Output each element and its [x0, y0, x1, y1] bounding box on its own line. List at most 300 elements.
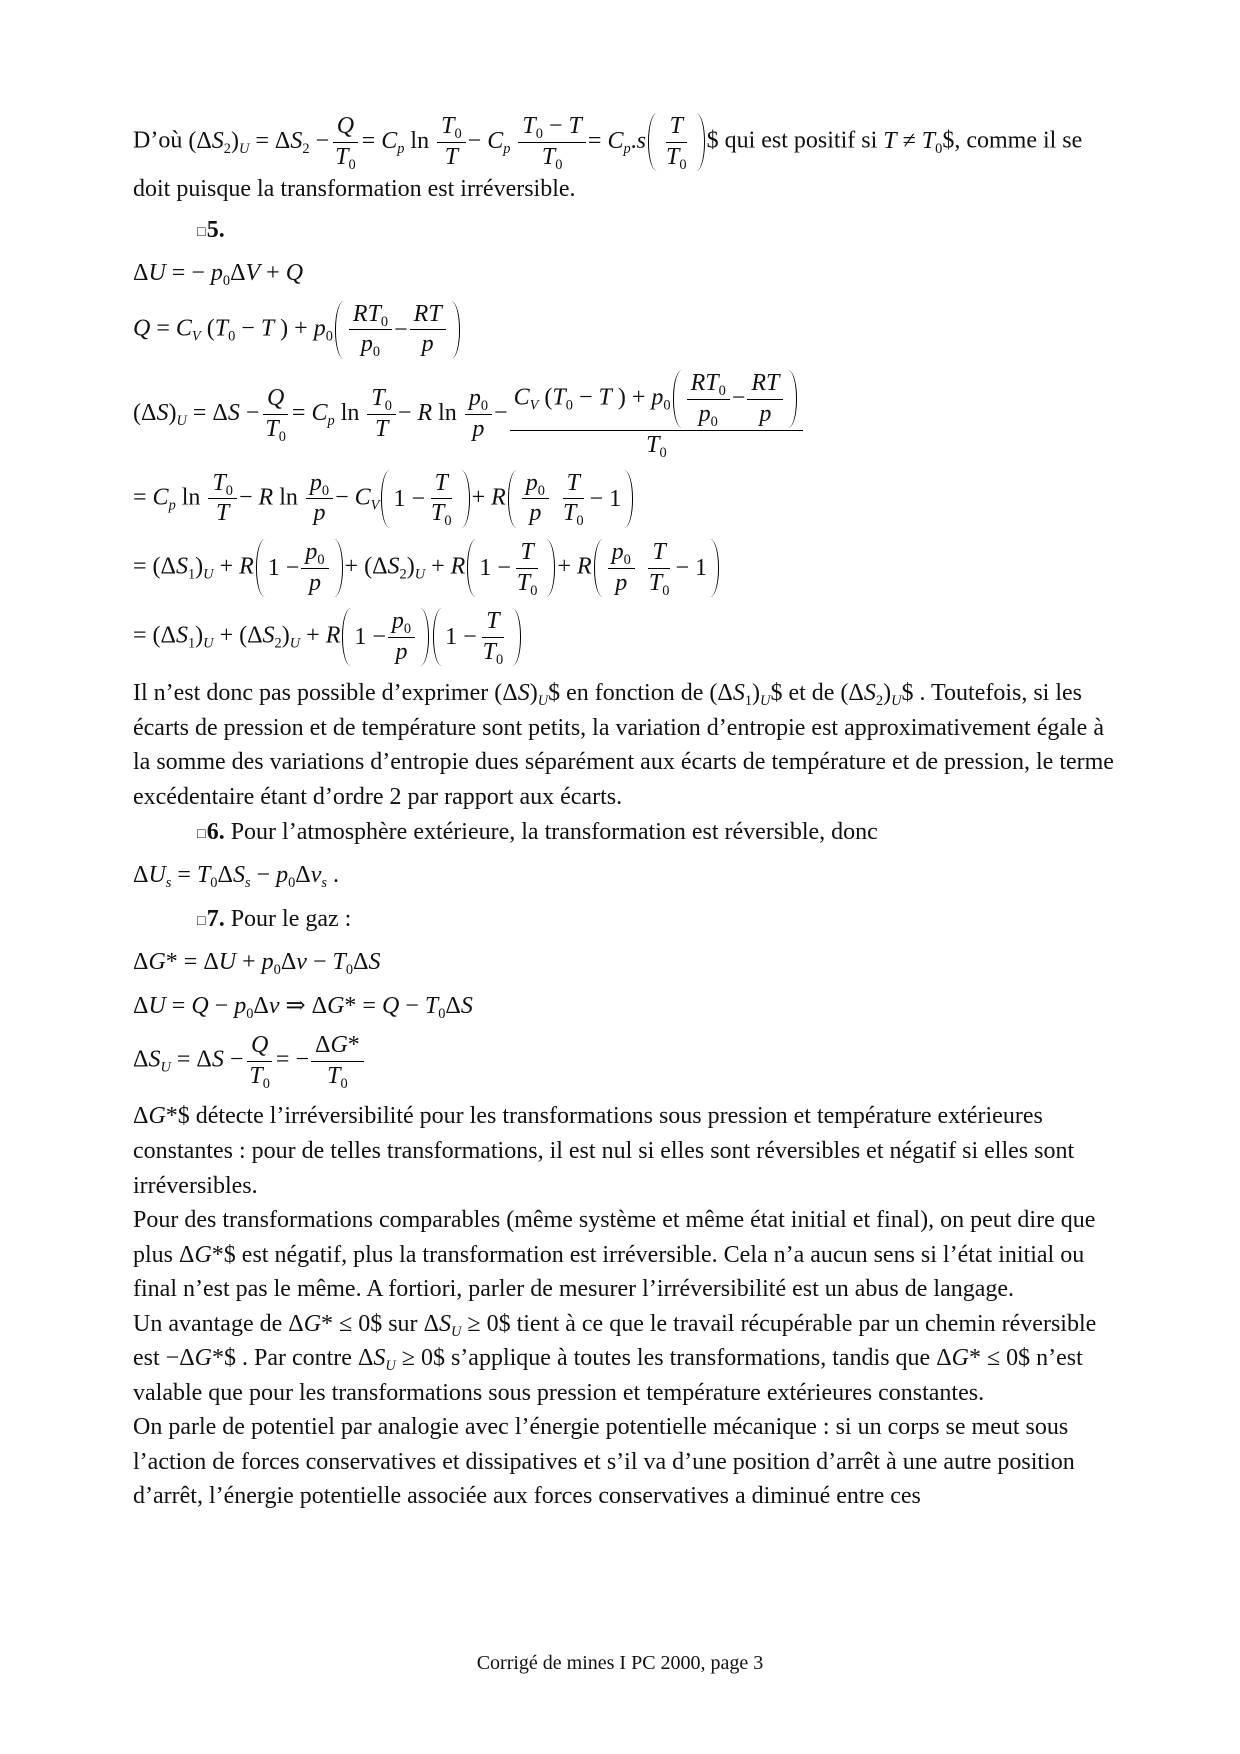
- text-run: Δ: [936, 1345, 952, 1372]
- numerator: [608, 539, 635, 569]
- paren-content: [682, 369, 789, 429]
- text-run: −: [399, 992, 425, 1019]
- text-run: G: [148, 949, 166, 976]
- numerator: [666, 113, 687, 143]
- text-run: Q: [133, 315, 151, 342]
- text-run: p: [261, 949, 274, 976]
- text-run: p: [276, 862, 289, 889]
- text-run: T: [332, 949, 346, 976]
- numerator: [510, 369, 804, 431]
- text-run: * =: [344, 992, 382, 1019]
- text-run: ln: [181, 484, 201, 511]
- denominator: [611, 569, 631, 598]
- denominator: [392, 638, 412, 667]
- text-run: S: [175, 622, 188, 649]
- text-run: V: [245, 260, 261, 287]
- text-run: G: [148, 1103, 166, 1130]
- text-run: ) +: [274, 315, 314, 342]
- paren-close: [334, 539, 343, 597]
- math-run: [883, 127, 943, 157]
- text-run: −: [467, 127, 488, 154]
- text-run: 0: [555, 156, 563, 173]
- text-run: $ sur: [370, 1310, 424, 1337]
- text-run: *: [211, 1241, 224, 1268]
- text-run: s: [244, 875, 251, 892]
- text-run: (: [538, 384, 553, 411]
- text-run: −: [235, 315, 261, 342]
- text-run: p: [759, 400, 772, 427]
- math-run: [423, 1310, 499, 1340]
- text-run: S: [211, 127, 224, 154]
- subscript: [530, 583, 537, 599]
- subscript: [381, 314, 388, 330]
- subscript: [660, 445, 667, 461]
- subscript: [279, 429, 286, 445]
- text-run: =: [165, 992, 192, 1019]
- paren-close: [461, 470, 470, 528]
- text-run: 2: [274, 635, 282, 652]
- text-run: −: [397, 399, 418, 426]
- text-run: p: [615, 569, 628, 596]
- text-run: s: [636, 127, 646, 154]
- text-run: p: [525, 469, 538, 496]
- text-run: Pour le gaz :: [224, 905, 352, 932]
- text-run: G: [327, 992, 345, 1019]
- text-run: p: [360, 331, 373, 358]
- text-run: −: [542, 113, 569, 139]
- text-run: G: [303, 1310, 322, 1337]
- big-paren-group: [342, 607, 429, 667]
- text-run: * ≤ 0: [968, 1345, 1019, 1372]
- denominator: [427, 499, 456, 528]
- text-run: = Δ: [186, 399, 228, 426]
- fraction: [261, 385, 290, 443]
- math-run: [166, 1345, 224, 1371]
- equation-block: [133, 369, 1118, 460]
- big-paren-group: [381, 469, 469, 529]
- paragraph-block: [133, 1203, 1118, 1307]
- denominator: [418, 330, 438, 359]
- text-run: 0: [535, 126, 543, 143]
- text-run: R: [239, 553, 254, 580]
- math-run: [709, 680, 771, 710]
- equation-block: [133, 607, 1118, 667]
- text-run: + (Δ: [213, 622, 263, 649]
- subscript: [263, 1076, 270, 1092]
- text-run: 0: [537, 482, 545, 499]
- text-run: S: [368, 949, 381, 976]
- text-run: U: [451, 1323, 462, 1340]
- text-run: S: [175, 553, 188, 580]
- fraction: [465, 385, 492, 443]
- paren-close: [546, 539, 555, 597]
- text-run: $ qui est positif si: [706, 127, 884, 154]
- paragraph-block: [133, 1099, 1118, 1203]
- text-run: U: [238, 140, 250, 157]
- text-run: T: [646, 432, 660, 459]
- text-run: 1: [187, 635, 196, 652]
- paren-content: [657, 112, 696, 172]
- text-run: Δ: [280, 949, 297, 976]
- subscript: [623, 141, 630, 157]
- math-run: [357, 1345, 433, 1375]
- math-run: [133, 1103, 178, 1129]
- text-run: 1 −: [479, 554, 511, 581]
- text-run: $, comme il se doit puisque la transformation est irréversible.: [133, 127, 1083, 203]
- text-run: U: [148, 260, 166, 287]
- paren-open: [594, 539, 603, 597]
- text-run: 0: [718, 383, 726, 400]
- subscript: [274, 962, 281, 978]
- text-run: $ est négatif, plus la transformation est irréversible. Cela n’a aucun sens si l’état initial ou final n’est pas le même. A fortiori, parler de mesurer l’irréversibilité est un abus de langage.: [133, 1241, 1085, 1303]
- text-run: Δ: [133, 992, 149, 1019]
- text-run: s: [321, 875, 327, 892]
- denominator: [642, 431, 671, 460]
- text-run: Δ: [133, 862, 149, 889]
- text-run: 0: [317, 552, 325, 569]
- text-run: 0: [348, 156, 356, 173]
- text-run: ): [230, 127, 239, 154]
- text-run: U: [160, 1059, 171, 1076]
- big-paren-group: [508, 469, 633, 529]
- big-paren-group: [433, 607, 521, 667]
- text-run: S: [387, 553, 400, 580]
- text-run: 0: [380, 313, 389, 330]
- subscript: [203, 636, 213, 652]
- big-paren-group: [335, 300, 460, 360]
- text-run: Pour l’atmosphère extérieure, la transformation est réversible, donc: [224, 818, 878, 845]
- subscript: [224, 141, 231, 157]
- numerator: [522, 470, 549, 500]
- text-run: =: [361, 127, 382, 154]
- numerator: [747, 370, 783, 400]
- fraction: [208, 470, 237, 528]
- subscript: [176, 413, 186, 429]
- paren-open: [508, 470, 517, 528]
- text-run: ln: [279, 484, 298, 511]
- text-run: 0: [444, 513, 452, 530]
- text-run: C: [381, 127, 398, 154]
- text-run: 0: [273, 962, 281, 979]
- text-run: p: [234, 992, 247, 1019]
- fraction: [388, 608, 415, 666]
- text-run: −: [223, 1046, 244, 1073]
- bold-run: [197, 819, 225, 845]
- subscript: [160, 1060, 170, 1076]
- paren-content: [265, 538, 334, 598]
- text-run: T: [335, 143, 349, 170]
- text-run: U: [289, 635, 301, 652]
- text-run: 0: [210, 875, 218, 892]
- text-run: 0: [246, 1005, 254, 1022]
- text-run: s: [165, 875, 172, 892]
- text-run: Δ: [133, 1103, 149, 1130]
- text-run: $ et de: [770, 680, 841, 707]
- text-run: ): [883, 680, 892, 707]
- text-run: S: [517, 680, 530, 707]
- paragraph-block: [133, 902, 1118, 937]
- numerator: [388, 608, 415, 638]
- text-run: R: [258, 484, 274, 511]
- paren-open: [467, 539, 476, 597]
- text-run: −: [572, 384, 599, 411]
- text-run: R: [491, 484, 506, 511]
- denominator: [559, 499, 588, 528]
- text-run: V: [191, 328, 201, 345]
- text-run: C: [354, 484, 371, 511]
- text-run: T: [216, 500, 230, 527]
- text-run: ): [168, 399, 177, 426]
- page-footer: Corrigé de mines I PC 2000, page 3: [476, 1652, 764, 1674]
- text-run: T: [562, 500, 577, 527]
- text-run: [510, 128, 516, 154]
- text-run: 6.: [206, 818, 225, 845]
- fraction: [331, 113, 360, 171]
- text-run: T: [371, 385, 385, 412]
- paren-content: [442, 607, 512, 667]
- text-run: S: [863, 680, 876, 707]
- subscript: [348, 157, 355, 173]
- text-run: 0: [679, 156, 687, 173]
- numerator: [367, 385, 396, 415]
- text-run: +: [425, 553, 451, 580]
- fraction: [518, 113, 585, 171]
- numerator: [563, 470, 584, 500]
- subscript: [203, 567, 213, 583]
- text-run: S: [732, 680, 745, 707]
- denominator: [513, 569, 542, 598]
- roman-run: [438, 400, 457, 426]
- numerator: [431, 470, 452, 500]
- text-run: Un avantage de: [133, 1310, 289, 1337]
- text-run: = (Δ: [133, 553, 176, 580]
- text-run: G: [194, 1241, 212, 1268]
- subscript: [566, 398, 573, 414]
- roman-run: [410, 128, 429, 154]
- fraction: [687, 370, 730, 428]
- subscript: [169, 497, 176, 513]
- text-run: p: [308, 569, 321, 596]
- text-run: T: [883, 127, 897, 154]
- paren-content: [476, 538, 546, 598]
- numerator: [518, 113, 585, 143]
- text-run: Δ: [315, 1032, 331, 1059]
- denominator: [662, 143, 691, 172]
- text-run: Il n’est donc pas possible d’exprimer: [133, 680, 495, 707]
- text-run: p: [391, 608, 404, 635]
- text-run: Δ: [133, 260, 149, 287]
- text-run: v: [268, 992, 280, 1019]
- text-run: (Δ: [188, 127, 212, 154]
- text-run: U: [148, 992, 166, 1019]
- text-run: 0: [438, 1005, 446, 1022]
- subscript: [745, 693, 752, 709]
- text-run: C: [607, 127, 624, 154]
- paren-open: [256, 539, 265, 597]
- subscript: [327, 413, 334, 429]
- text-run: 2: [223, 140, 231, 157]
- text-run: +: [213, 553, 240, 580]
- text-run: G: [330, 1032, 348, 1059]
- subscript: [496, 652, 503, 668]
- text-run: [457, 400, 463, 426]
- text-run: ): [195, 553, 204, 580]
- text-run: $ tient à ce que le travail récupérable par un chemin réversible est: [133, 1310, 1097, 1372]
- text-run: U: [891, 693, 902, 710]
- text-run: −: [394, 316, 408, 343]
- subscript: [326, 328, 333, 344]
- numerator: [311, 1032, 364, 1062]
- text-run: $ en fonction de: [548, 680, 710, 707]
- heading-block: [133, 213, 1118, 248]
- text-run: RT: [751, 370, 780, 397]
- denominator: [371, 415, 392, 444]
- paren-close: [696, 113, 705, 171]
- text-run: Pour des transformations comparables (même système et même état initial et final), on peut dire que plus: [133, 1207, 1096, 1268]
- text-run: R: [325, 622, 341, 649]
- text-run: Δ: [230, 260, 246, 287]
- subscript: [302, 141, 309, 157]
- subscript: [290, 636, 300, 652]
- text-run: 0: [576, 513, 584, 530]
- denominator: [468, 415, 488, 444]
- text-run: =: [150, 315, 176, 342]
- text-run: RT: [690, 370, 719, 397]
- text-run: 2: [399, 566, 407, 583]
- text-run: = Δ: [249, 127, 291, 154]
- fraction: [479, 608, 508, 666]
- text-run: T: [265, 415, 279, 442]
- square-bullet: □: [197, 825, 207, 842]
- text-run: −: [309, 127, 330, 154]
- text-run: T: [431, 500, 445, 527]
- text-run: +: [236, 949, 262, 976]
- text-run: = −: [275, 1046, 309, 1073]
- text-run: ln: [340, 399, 360, 426]
- math-run: [179, 1242, 224, 1268]
- text-run: *: [211, 1345, 224, 1372]
- text-run: Q: [191, 992, 209, 1019]
- text-run: −: [208, 992, 235, 1019]
- text-run: T: [444, 143, 459, 170]
- numerator: [482, 608, 503, 638]
- subscript: [444, 513, 451, 529]
- text-run: − 1: [589, 485, 622, 512]
- denominator: [305, 569, 325, 598]
- text-run: *: [347, 1032, 360, 1059]
- text-run: T: [516, 569, 531, 596]
- text-run: 0: [345, 962, 354, 979]
- text-run: p: [472, 415, 485, 442]
- text-run: [298, 484, 304, 510]
- text-run: ≠: [896, 127, 922, 154]
- text-run: T: [520, 538, 534, 565]
- text-run: T: [327, 1062, 341, 1089]
- text-run: ln: [438, 399, 457, 426]
- text-run: Δ: [288, 1310, 304, 1337]
- subscript: [576, 513, 583, 529]
- text-run: C: [152, 484, 169, 511]
- text-run: R: [417, 399, 433, 426]
- denominator: [755, 400, 775, 429]
- text-run: S: [439, 1310, 451, 1337]
- numerator: [410, 301, 446, 331]
- roman-run: [182, 484, 201, 510]
- text-run: p: [651, 384, 664, 411]
- subscript: [662, 583, 669, 599]
- text-run: S: [290, 127, 303, 154]
- text-run: + (Δ: [344, 553, 388, 580]
- text-run: [200, 484, 206, 510]
- roman-run: [341, 400, 360, 426]
- text-run: U: [218, 949, 237, 976]
- denominator: [331, 143, 360, 172]
- text-run: T: [598, 384, 612, 411]
- text-run: T: [434, 469, 448, 496]
- text-run: D’où: [133, 127, 189, 154]
- text-run: RT: [352, 300, 381, 327]
- equation-block: [133, 989, 1118, 1024]
- big-paren-group: [467, 538, 555, 598]
- text-run: S: [460, 992, 473, 1019]
- text-run: 0: [372, 344, 381, 361]
- text-run: Q: [250, 1032, 269, 1059]
- fraction: [662, 113, 691, 171]
- text-run: =: [587, 127, 608, 154]
- text-run: G: [194, 1345, 212, 1372]
- subscript: [891, 693, 901, 709]
- paren-content: [351, 607, 420, 667]
- numerator: [208, 470, 237, 500]
- text-run: +: [557, 553, 577, 580]
- subscript: [538, 693, 548, 709]
- text-run: 1 −: [267, 554, 300, 581]
- text-run: T: [196, 862, 211, 889]
- text-run: S: [262, 622, 275, 649]
- text-run: =: [291, 399, 312, 426]
- text-run: 0: [340, 1075, 348, 1092]
- text-run: p: [327, 412, 335, 429]
- big-paren-group: [673, 369, 798, 429]
- text-run: T: [568, 113, 582, 139]
- text-run: C: [175, 315, 192, 342]
- math-run: [936, 1345, 1018, 1371]
- text-run: 0: [662, 582, 670, 599]
- text-run: 0: [225, 482, 233, 499]
- subscript: [373, 344, 380, 360]
- text-run: − 1: [675, 554, 707, 581]
- text-run: ): [195, 622, 204, 649]
- text-run: * = Δ: [165, 949, 219, 976]
- text-run: p: [395, 638, 408, 665]
- subscript: [371, 497, 380, 513]
- math-run: [840, 680, 902, 710]
- paren-open: [673, 370, 682, 428]
- text-run: R: [577, 553, 592, 580]
- text-run: 0: [278, 428, 286, 445]
- text-run: = Δ: [170, 1046, 212, 1073]
- text-run: 1 −: [445, 623, 477, 650]
- text-run: 0: [663, 397, 671, 414]
- fraction: [747, 370, 783, 428]
- text-run: $ s’applique à toutes les transformations, tandis que: [432, 1345, 937, 1372]
- text-run: 0: [325, 328, 333, 345]
- paren-open: [433, 608, 442, 666]
- denominator: [645, 569, 674, 598]
- paren-close: [420, 608, 429, 666]
- subscript: [481, 398, 488, 414]
- fraction: [349, 301, 392, 359]
